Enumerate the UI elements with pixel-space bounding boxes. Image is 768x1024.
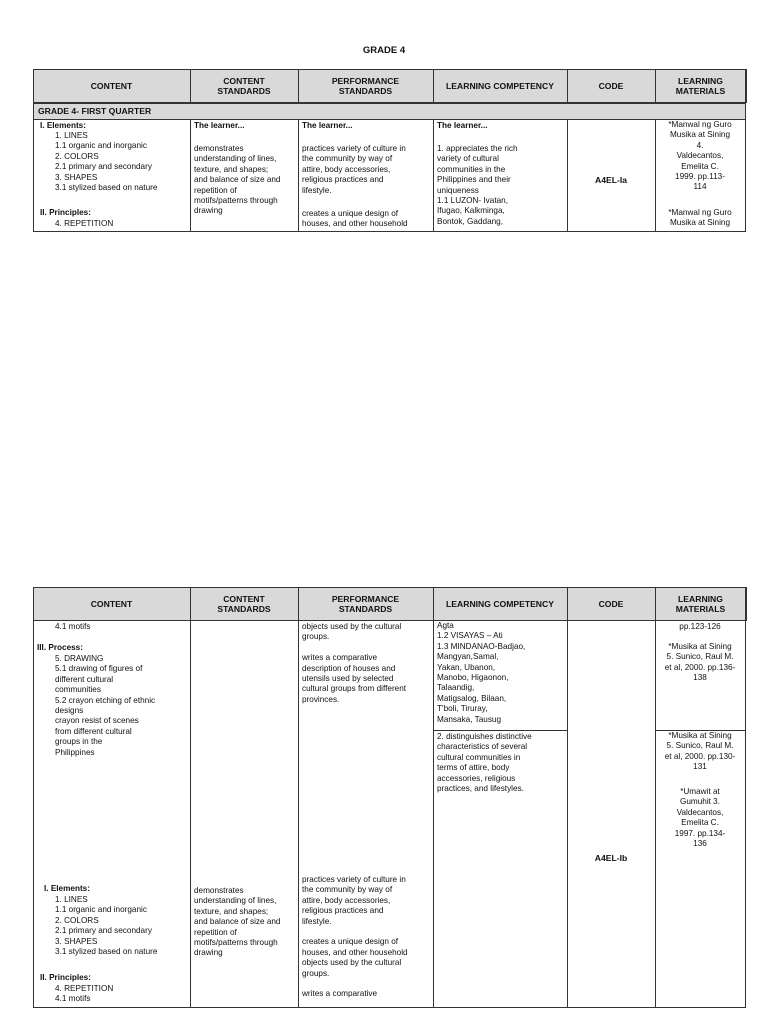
ps-text-b: practices variety of culture in the community by way of attire, body accessories, religious practices and lifestyle. creates a unique design of houses, and other household objects used by the cultural groups. writes a comparative bbox=[302, 875, 408, 999]
header-learning-materials: LEARNING MATERIALS bbox=[675, 76, 726, 96]
lm-musika-1: *Musika at Sining 5. Sunico, Raul M. et al, 2000. pp.136- 138 bbox=[664, 642, 736, 683]
header-content: CONTENT bbox=[90, 81, 133, 91]
page-title: GRADE 4 bbox=[362, 45, 406, 56]
content-elements-heading-2: I. Elements: bbox=[44, 884, 90, 893]
lm-musika-2: *Musika at Sining 5. Sunico, Raul M. et al, 2000. pp.130- 131 bbox=[664, 731, 736, 772]
content-principles-list: 4. REPETITION bbox=[55, 219, 114, 228]
header-code: CODE bbox=[598, 81, 624, 91]
header-performance-standards-2: PERFORMANCE STANDARDS bbox=[331, 594, 400, 614]
lm-umawit: *Umawit at Gumuhit 3. Valdecantos, Emelita C. 1997. pp.134- 136 bbox=[674, 787, 726, 849]
header-content-2: CONTENT bbox=[90, 599, 133, 609]
cs-learner-heading: The learner... bbox=[194, 121, 245, 130]
header-content-standards-2: CONTENT STANDARDS bbox=[217, 594, 271, 614]
lc-learner-heading: The learner... bbox=[437, 121, 488, 130]
lc-text-b: 2. distinguishes distinctive characteristics of several cultural communities in terms of attire, body accessories, religious practices, and lifestyles. bbox=[437, 732, 532, 794]
content-motifs: 4.1 motifs bbox=[55, 622, 91, 631]
lm-manwal-1: *Manwal ng Guro Musika at Sining 4. Valdecantos, Emelita C. 1999. pp.113- 114 bbox=[668, 120, 732, 192]
content-principles-heading-2: II. Principles: bbox=[40, 973, 91, 982]
ps-text-1: practices variety of culture in the community by way of attire, body accessories, religious practices and lifestyle. bbox=[302, 144, 406, 195]
content-elements-list-2: 1. LINES 1.1 organic and inorganic 2. COLORS 2.1 primary and secondary 3. SHAPES 3.1 stylized based on nature bbox=[55, 895, 158, 957]
content-process-heading: III. Process: bbox=[37, 643, 83, 652]
ps-learner-heading: The learner... bbox=[302, 121, 353, 130]
ps-text-2: creates a unique design of houses, and other household bbox=[302, 209, 408, 229]
header-content-standards: CONTENT STANDARDS bbox=[217, 76, 271, 96]
content-elements-heading: I. Elements: bbox=[40, 121, 86, 130]
header-code-2: CODE bbox=[598, 599, 624, 609]
ps-text-a: objects used by the cultural groups. writes a comparative description of houses and utensils used by selected cultural groups from different provinces. bbox=[302, 622, 407, 704]
content-elements-list: 1. LINES 1.1 organic and inorganic 2. COLORS 2.1 primary and secondary 3. SHAPES 3.1 stylized based on nature bbox=[55, 131, 158, 193]
header-learning-materials-2: LEARNING MATERIALS bbox=[675, 594, 726, 614]
content-process-list: 5. DRAWING 5.1 drawing of figures of different cultural communities 5.2 crayon etching of ethnic designs crayon resist of scenes from different cultural groups in the Philippines bbox=[55, 654, 156, 757]
cs-text: demonstrates understanding of lines, texture, and shapes; and balance of size and repetition of motifs/patterns through drawing bbox=[194, 144, 281, 216]
lm-manwal-2: *Manwal ng Guro Musika at Sining bbox=[668, 208, 732, 228]
lc-text-a: Agta 1.2 VISAYAS – Ati 1.3 MINDANAO-Badjao, Mangyan,Samal, Yakan, Ubanon, Manobo, Higaonon, Talaandig, Matigsalog, Bilaan, T'boli, Tiruray, Mansaka, Tausug bbox=[437, 621, 526, 724]
header-learning-competency-2: LEARNING COMPETENCY bbox=[446, 599, 554, 609]
header-learning-competency: LEARNING COMPETENCY bbox=[446, 81, 554, 91]
quarter-row: GRADE 4- FIRST QUARTER bbox=[34, 103, 745, 119]
lc-text: 1. appreciates the rich variety of cultural communities in the Philippines and their uniqueness 1.1 LUZON- Ivatan, Ifugao, Kalkminga, Bontok, Gaddang, bbox=[437, 144, 518, 226]
code-a4el-ia: A4EL-Ia bbox=[595, 175, 627, 185]
content-principles-list-2: 4. REPETITION 4.1 motifs bbox=[55, 984, 114, 1004]
lm-pages-continued: pp.123-126 bbox=[679, 622, 721, 631]
cs-text-2: demonstrates understanding of lines, texture, and shapes; and balance of size and repetition of motifs/patterns through drawing bbox=[194, 886, 281, 958]
code-a4el-ib: A4EL-Ib bbox=[594, 853, 628, 863]
content-principles-heading: II. Principles: bbox=[40, 208, 91, 217]
header-performance-standards: PERFORMANCE STANDARDS bbox=[331, 76, 400, 96]
